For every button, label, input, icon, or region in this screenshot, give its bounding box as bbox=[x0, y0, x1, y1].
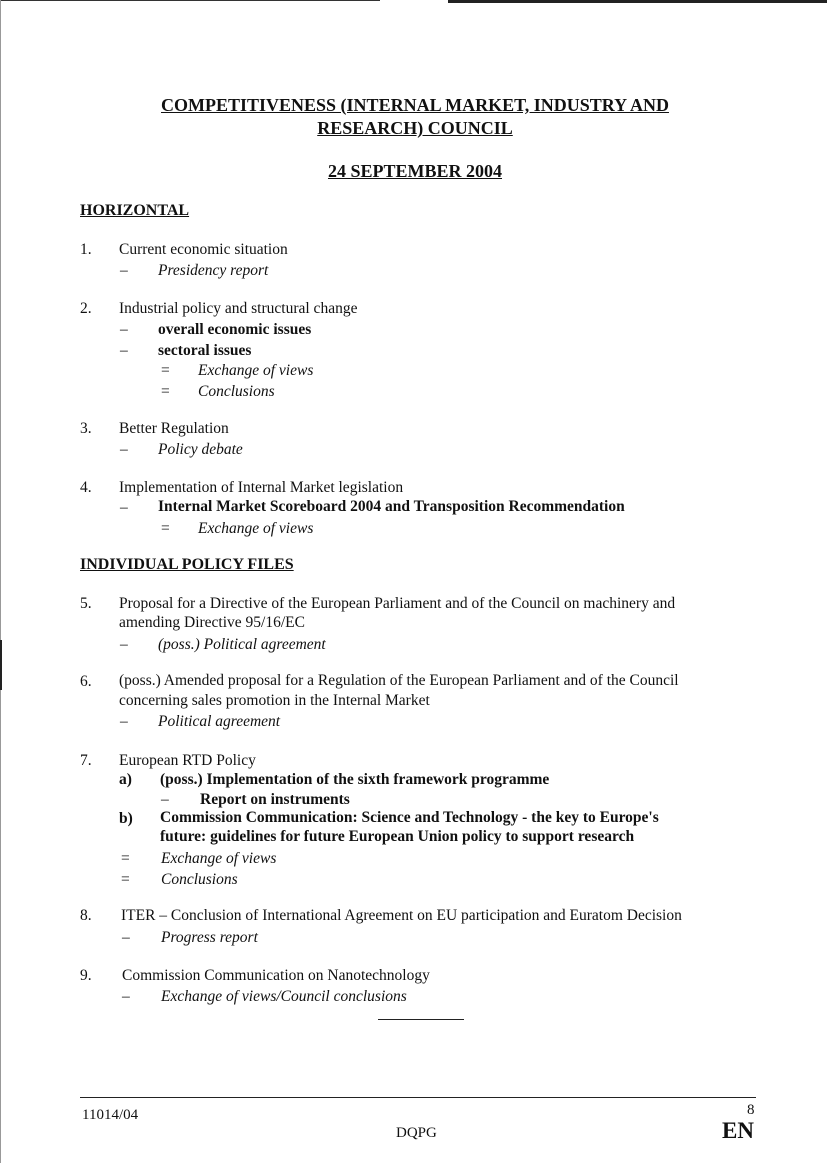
item-3-number: 3. bbox=[80, 420, 92, 437]
item-4-subsub: Exchange of views bbox=[198, 520, 314, 537]
meeting-date: 24 SEPTEMBER 2004 bbox=[327, 161, 503, 181]
item-9-sub: Exchange of views/Council conclusions bbox=[161, 988, 407, 1005]
item-4-eq: = bbox=[161, 520, 170, 537]
item-5-text-1: Proposal for a Directive of the European Parliament and of the Council on machinery and bbox=[119, 595, 676, 612]
item-7-b-text-2: future: guidelines for future European Union policy to support research bbox=[160, 828, 635, 845]
department-code: DQPG bbox=[396, 1125, 437, 1141]
item-6-text-2: concerning sales promotion in the Internal Market bbox=[119, 692, 430, 709]
item-2-dash-1: – bbox=[120, 321, 128, 338]
title-line-2: RESEARCH) COUNCIL bbox=[317, 118, 513, 138]
item-2-eq-2: = bbox=[161, 383, 170, 400]
item-2-sub-2: sectoral issues bbox=[158, 342, 252, 359]
item-2-sub-1: overall economic issues bbox=[158, 321, 312, 338]
item-2-subsub-1: Exchange of views bbox=[198, 362, 314, 379]
section-horizontal-heading: HORIZONTAL bbox=[80, 202, 190, 219]
section-individual-heading: INDIVIDUAL POLICY FILES bbox=[80, 556, 294, 573]
item-6-number: 6. bbox=[80, 673, 92, 690]
item-7-eq-1: = bbox=[121, 850, 130, 867]
item-4-text: Implementation of Internal Market legislation bbox=[119, 479, 404, 496]
item-5-dash: – bbox=[120, 636, 128, 653]
item-7-a-text: (poss.) Implementation of the sixth framework programme bbox=[160, 771, 550, 788]
page-number: 8 bbox=[747, 1102, 755, 1118]
scan-margin-mark bbox=[0, 640, 2, 690]
item-8-number: 8. bbox=[80, 907, 92, 924]
item-5-number: 5. bbox=[80, 595, 92, 612]
item-4-number: 4. bbox=[80, 479, 92, 496]
item-7-b-label: b) bbox=[119, 810, 133, 827]
item-7-number: 7. bbox=[80, 752, 92, 769]
item-1-dash: – bbox=[120, 262, 128, 279]
item-8-sub: Progress report bbox=[161, 929, 258, 946]
item-6-text-1: (poss.) Amended proposal for a Regulation of the European Parliament and of the Council bbox=[119, 672, 679, 689]
item-3-dash: – bbox=[120, 441, 128, 458]
item-1-number: 1. bbox=[80, 241, 92, 258]
item-7-b-text-1: Commission Communication: Science and Technology - the key to Europe's bbox=[160, 809, 659, 826]
item-2-number: 2. bbox=[80, 300, 92, 317]
item-7-sub-1: Exchange of views bbox=[161, 850, 277, 867]
item-5-text-2: amending Directive 95/16/EC bbox=[119, 614, 305, 631]
item-7-sub-2: Conclusions bbox=[161, 871, 238, 888]
document-reference: 11014/04 bbox=[82, 1107, 139, 1123]
item-3-sub: Policy debate bbox=[158, 441, 243, 458]
item-8-dash: – bbox=[122, 929, 130, 946]
item-4-dash: – bbox=[120, 499, 128, 516]
item-2-dash-2: – bbox=[120, 342, 128, 359]
item-9-dash: – bbox=[122, 988, 130, 1005]
item-3-text: Better Regulation bbox=[119, 420, 229, 437]
scan-border-left bbox=[0, 0, 1, 1163]
language-code: EN bbox=[722, 1118, 754, 1143]
item-2-text: Industrial policy and structural change bbox=[119, 300, 358, 317]
item-8-text: ITER – Conclusion of International Agreement on EU participation and Euratom Decision bbox=[121, 907, 682, 924]
title-line-1: COMPETITIVENESS (INTERNAL MARKET, INDUSTRY AND bbox=[161, 95, 669, 115]
item-9-number: 9. bbox=[80, 967, 92, 984]
end-of-list-rule bbox=[378, 1019, 464, 1020]
scan-border-top-left bbox=[0, 0, 380, 1]
item-6-sub: Political agreement bbox=[158, 713, 281, 730]
item-5-sub: (poss.) Political agreement bbox=[158, 636, 326, 653]
item-7-a-sub: Report on instruments bbox=[200, 791, 350, 808]
item-1-sub: Presidency report bbox=[158, 262, 269, 279]
item-7-text: European RTD Policy bbox=[119, 752, 256, 769]
item-7-a-label: a) bbox=[119, 771, 132, 788]
footer-rule bbox=[80, 1097, 756, 1098]
item-1-text: Current economic situation bbox=[119, 241, 288, 258]
item-2-eq-1: = bbox=[161, 362, 170, 379]
item-6-dash: – bbox=[120, 713, 128, 730]
item-7-eq-2: = bbox=[121, 871, 130, 888]
item-7-a-dash: – bbox=[161, 791, 169, 808]
item-9-text: Commission Communication on Nanotechnology bbox=[122, 967, 430, 984]
item-4-sub: Internal Market Scoreboard 2004 and Transposition Recommendation bbox=[158, 498, 625, 515]
item-2-subsub-2: Conclusions bbox=[198, 383, 275, 400]
scan-border-top-right bbox=[448, 0, 827, 3]
